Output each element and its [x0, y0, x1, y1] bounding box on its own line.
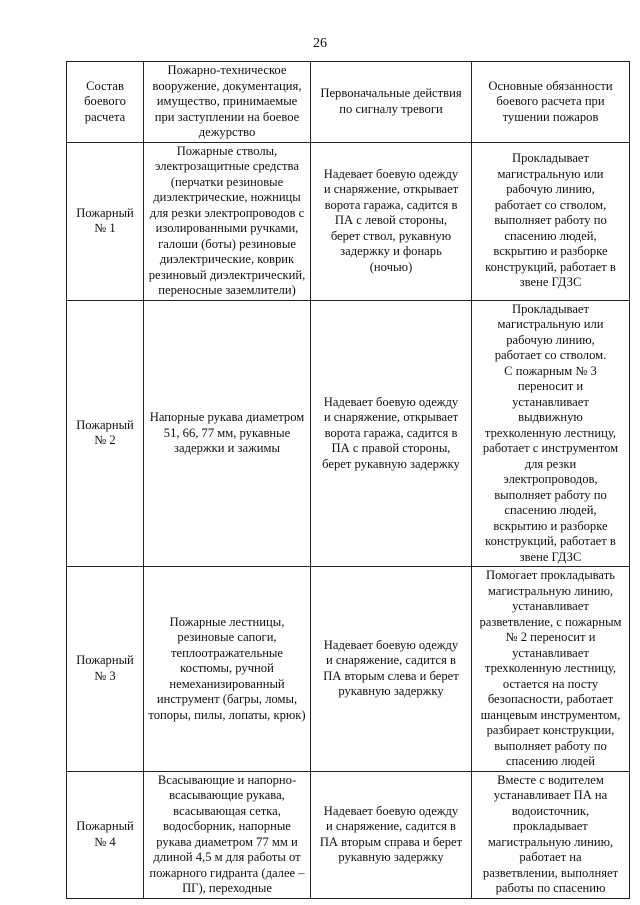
cell-main-duties: Помогает прокладывать магистральную линию, устанавливает разветвление, с пожарным № 2 переносит и устанавливает трехколенную лестницу, остается на посту безопасности, работает шанцевым инструментом, разбирает конструкции, выполняет работу по спасению людей	[472, 567, 630, 772]
cell-main-duties: Прокладывает магистральную или рабочую линию, работает со стволом, выполняет работу по спасению людей, вскрытию и разборке конструкций, работает в звене ГДЗС	[472, 142, 630, 300]
header-equipment: Пожарно-техническое вооружение, документация, имущество, принимаемые при заступлении на боевое дежурство	[144, 62, 311, 143]
header-main-duties: Основные обязанности боевого расчета при тушении пожаров	[472, 62, 630, 143]
cell-main-duties: Прокладывает магистральную или рабочую линию, работает со стволом. С пожарным № 3 переносит и устанавливает выдвижную трехколенную лестницу, работает с инструментом для резки электропроводов, выполняет работу по спасению людей, вскрытию и разборке конструкций, работает в звене ГДЗС	[472, 300, 630, 567]
table-row	[67, 142, 630, 300]
cell-initial-actions: Надевает боевую одежду и снаряжение, открывает ворота гаража, садится в ПА с левой стороны, берет ствол, рукавную задержку и фонарь (ночью)	[311, 142, 472, 300]
header-initial-actions: Первоначальные действия по сигналу тревоги	[311, 62, 472, 143]
cell-initial-actions: Надевает боевую одежду и снаряжение, садится в ПА вторым справа и берет рукавную задержку	[311, 771, 472, 898]
page-number: 26	[313, 36, 327, 51]
cell-equipment: Всасывающие и напорно- всасывающие рукава, всасывающая сетка, водосборник, напорные рукава диаметром 77 мм и длиной 4,5 м для работы от пожарного гидранта (далее – ПГ), переходные	[144, 771, 311, 898]
cell-crew-member: Пожарный № 2	[67, 300, 144, 567]
header-crew-composition: Состав боевого расчета	[67, 62, 144, 143]
combat-crew-duties-table	[66, 61, 630, 899]
cell-equipment: Пожарные лестницы, резиновые сапоги, теплоотражательные костюмы, ручной немеханизированный инструмент (багры, ломы, топоры, пилы, лопаты, крюк)	[144, 567, 311, 772]
cell-crew-member: Пожарный № 3	[67, 567, 144, 772]
cell-initial-actions: Надевает боевую одежду и снаряжение, открывает ворота гаража, садится в ПА с правой стороны, берет рукавную задержку	[311, 300, 472, 567]
table-row	[67, 771, 630, 898]
cell-crew-member: Пожарный № 1	[67, 142, 144, 300]
cell-equipment: Напорные рукава диаметром 51, 66, 77 мм, рукавные задержки и зажимы	[144, 300, 311, 567]
table-header-row	[67, 62, 630, 143]
table-row	[67, 300, 630, 567]
cell-initial-actions: Надевает боевую одежду и снаряжение, садится в ПА вторым слева и берет рукавную задержку	[311, 567, 472, 772]
table-row	[67, 567, 630, 772]
cell-equipment: Пожарные стволы, электрозащитные средства (перчатки резиновые диэлектрические, ножницы для резки электропроводов с изолированными ручками, галоши (боты) резиновые диэлектрические, коврик резиновый диэлектрический, переносные заземлители)	[144, 142, 311, 300]
cell-main-duties: Вместе с водителем устанавливает ПА на водоисточник, прокладывает магистральную линию, работает на разветвлении, выполняет работы по спасению	[472, 771, 630, 898]
cell-crew-member: Пожарный № 4	[67, 771, 144, 898]
